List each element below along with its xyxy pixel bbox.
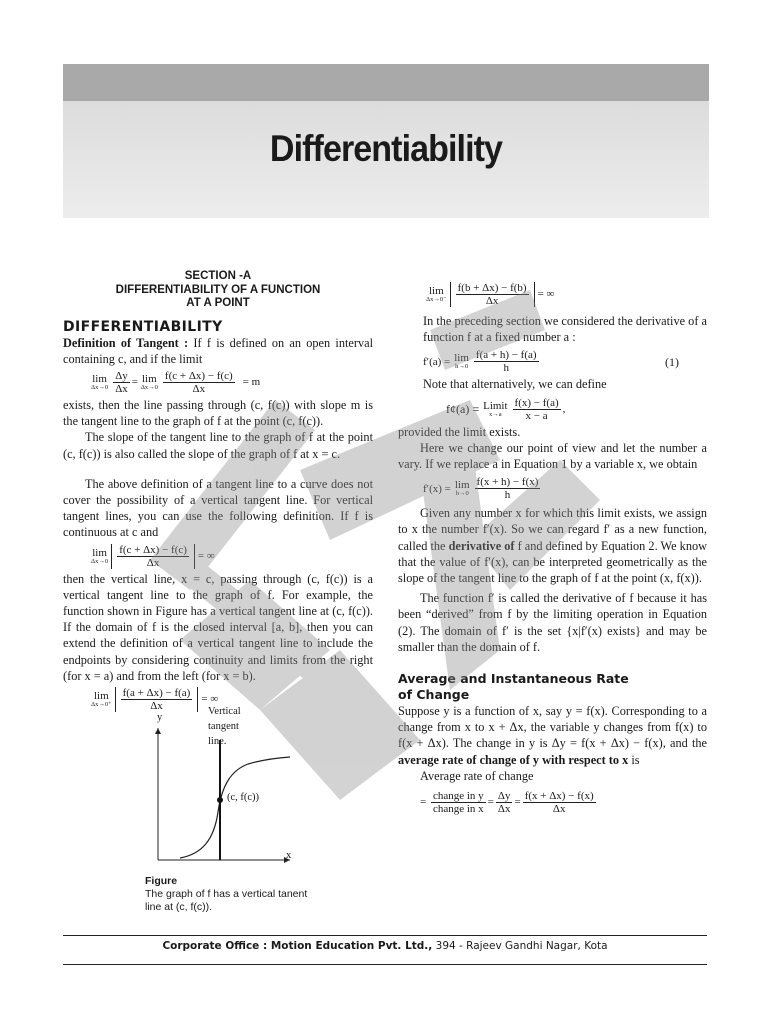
equation-left-limit: lim Δx→0⁻ $\frac{f(b + \Delta x) - f(b)}{\Delta x}$ = ∞ bbox=[426, 282, 555, 307]
paragraph-average-rate: Average rate of change bbox=[420, 768, 534, 783]
function-curve bbox=[180, 757, 290, 858]
y-axis-arrow bbox=[155, 728, 161, 734]
banner-top-bar bbox=[63, 64, 709, 101]
section-line-1: SECTION -A bbox=[184, 270, 252, 282]
footer-rule-top bbox=[63, 935, 707, 936]
section-heading bbox=[63, 270, 373, 311]
paragraph-exists: exists, then the line passing through (c, f(c)) with slope m is the tangent line to the graph of f at the point (c, f(c)). bbox=[63, 397, 373, 429]
equation-right-limit: lim Δx→0⁺ $\frac{f(a + \Delta x) - f(a)}{\Delta x}$ = ∞ bbox=[91, 686, 219, 712]
section-line-3: AT A POINT bbox=[186, 297, 250, 309]
definition-paragraph bbox=[63, 335, 373, 367]
paragraph-provided: provided the limit exists. bbox=[398, 424, 521, 439]
graph-point-label: (c, f(c)) bbox=[227, 792, 260, 803]
figure-label: Figure bbox=[145, 875, 178, 887]
graph-annotation-2: tangent bbox=[208, 721, 239, 732]
paragraph-change-view: Here we change our point of view and let the number a vary. If we replace a in Equation 1 by a variable x, we obtain bbox=[398, 440, 707, 472]
differentiability-heading: DIFFERENTIABILITY bbox=[63, 318, 223, 335]
definition-label: Definition of Tangent : bbox=[63, 335, 189, 350]
equation-tangent-slope: lim Δx→0 $\frac{\Delta y}{\Delta x}$ = lim Δx→0 $\frac{f(c + \Delta x) - f(c)}{\Delta x}$ = m bbox=[91, 369, 261, 395]
paragraph-given-number: Given any number x for which this limit exists, we assign to x the number f′(x). So we can regard f′ as a new function, called the derivative of f and defined by Equation 2. We know that the value of f′(x), can be interpreted geometrically as the slope of the tangent line to the graph of f at the point (x, f(x)). bbox=[398, 506, 708, 586]
equation-derivative-x: f′(x) = lim h→0 $\frac{f(x + h) - f(x)}{h}$ bbox=[423, 476, 539, 502]
equation-tag-1: (1) bbox=[665, 354, 679, 369]
definition-text: If f is defined on an open interval containing c, and if the limit bbox=[63, 335, 373, 366]
figure-caption-text: The graph of f has a vertical tanent line at (c, f(c)). bbox=[145, 888, 308, 913]
section-line-2: DIFFERENTIABILITY OF A FUNCTION bbox=[115, 283, 321, 296]
paragraph-suppose: Suppose y is a function of x, say y = f(x). Corresponding to a change from x to x + Δx, the variable y changes from f(x) to f(x + Δx). The change in y is Δy = f(x + Δx) − f(x), and the average rate of change of y with respect to x is bbox=[398, 704, 707, 767]
rate-of-change-heading: Average and Instantaneous Rate of Change bbox=[398, 671, 629, 703]
equation-derivative-alt: f¢(a) = Limit x→a $\frac{f(x) - f(a)}{x - a}$ , bbox=[446, 396, 566, 422]
paragraph-alternatively: Note that alternatively, we can define bbox=[423, 377, 607, 392]
equation-vertical-limit: lim Δx→0 $\frac{f(c + \Delta x) - f(c)}{\Delta x}$ = ∞ bbox=[91, 543, 215, 569]
graph-annotation-1: Vertical bbox=[208, 706, 241, 717]
footer bbox=[63, 940, 707, 952]
tangent-point bbox=[217, 797, 223, 803]
paragraph-function-derived: The function f′ is called the derivative of f because it has been “derived” from f by the limiting operation in Equation (2). The domain of f′ is the set {x|f′(x) exists} and may be smaller than the domain of f. bbox=[398, 591, 707, 654]
graph-y-label: y bbox=[157, 712, 163, 723]
graph-annotation-3: line. bbox=[208, 736, 227, 747]
footer-office: Corporate Office : Motion Education Pvt. Ltd., bbox=[162, 940, 433, 952]
figure-caption bbox=[145, 875, 315, 914]
right-column bbox=[398, 282, 707, 815]
paragraph-preceding: In the preceding section we considered the derivative of a function f at a fixed number a : bbox=[423, 314, 707, 345]
left-column bbox=[63, 270, 373, 712]
graph-x-label: x bbox=[286, 850, 292, 861]
equation-average-rate: = $\frac{\text{change in y}}{\text{change in x}}$ = $\frac{\Delta y}{\Delta x}$ = $\frac{f(x + \Delta x) - f(x)}{\Delta x}$ bbox=[420, 790, 594, 816]
page-title: Differentiability bbox=[269, 128, 503, 169]
footer-address: 394 - Rajeev Gandhi Nagar, Kota bbox=[432, 940, 608, 952]
equation-derivative-a: f′(a) = lim h→0 $\frac{f(a + h) - f(a)}{h}$ (1) bbox=[423, 349, 679, 375]
footer-rule-bottom bbox=[63, 964, 707, 965]
paragraph-slope: The slope of the tangent line to the graph of f at the point (c, f(c)) is also called the slope of the graph of f at x = c. bbox=[63, 430, 373, 461]
paragraph-vertical-line: then the vertical line, x = c, passing through (c, f(c)) is a vertical tangent line to the graph of f. For example, the function shown in Figure has a vertical tangent line at (c, f(c)). If the domain of f is the closed interval [a, b], then you can extend the definition of a vertical tangent line to include the endpoints by considering continuity and limits from the right (for x = a) and from the left (for x = b). bbox=[63, 571, 373, 683]
paragraph-vertical-tangent: The above definition of a tangent line to a curve does not cover the possibility of a vertical tangent line. For vertical tangent lines, you can use the following definition. If f is continuous at c and bbox=[63, 476, 373, 540]
